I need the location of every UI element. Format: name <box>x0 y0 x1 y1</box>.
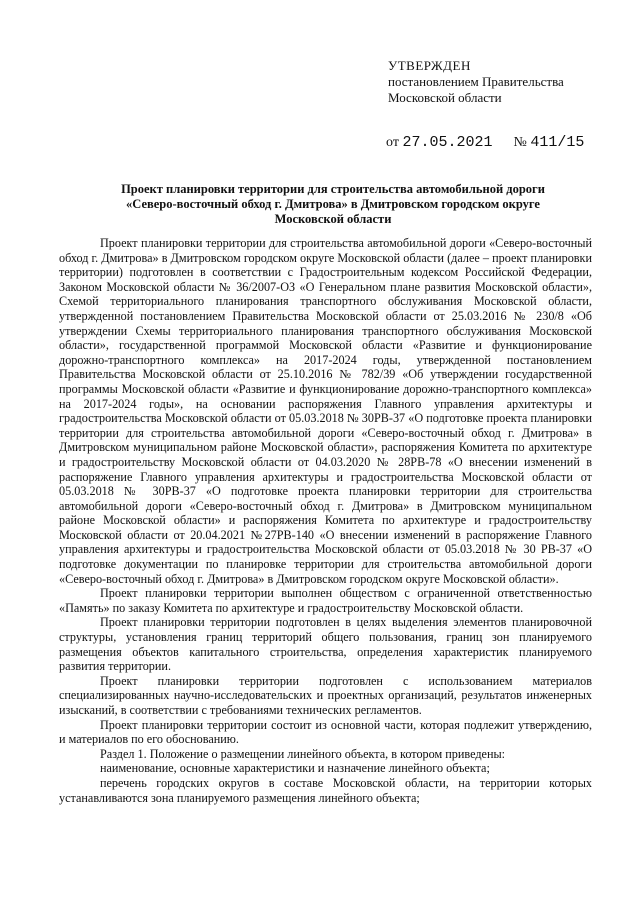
document-body <box>59 236 592 805</box>
document-title-line: Московской области <box>274 212 392 226</box>
paragraph-contractor: Проект планировки территории выполнен обществом с ограниченной ответственностью «Память» по заказу Комитета по архитектуре и градостроительству Московской области. <box>59 586 592 615</box>
paragraph-legal-basis: Проект планировки территории для строительства автомобильной дороги «Северо-восточный обход г. Дмитрова» в Дмитровском городском округе Московской области (далее – проект планировки территории) подготовлен в соответствии с Градостроительным кодексом Российской Федерации, Законом Московской области № 36/2007-ОЗ «О Генеральном плане развития Московской области», Схемой территориального планирования транспортного обслуживания Московской области, утвержденной постановлением Правительства Московской области от 25.03.2016 № 230/8 «Об утверждении Схемы территориального планирования транспортного обслуживания Московской области», государственной программой Московской области «Развитие и функционирование дорожно-транспортного комплекса» на 2017-2024 годы, утвержденной постановлением Правительства Московской области от 25.10.2016 № 782/39 «Об утверждении государственной программы Московской области «Развитие и функционирование дорожно-транспортного комплекса» на 2017-2024 годы», на основании распоряжения Главного управления архитектуры и градостроительства Московской области от 05.03.2018 № 30РВ-37 «О подготовке проекта планировки территории для строительства автомобильной дороги «Северо-восточный обход г. Дмитрова» в Дмитровском муниципальном районе Московской области», распоряжения Комитета по архитектуре и градостроительству Московской области от 04.03.2020 № 28РВ-78 «О внесении изменений в распоряжение Главного управления архитектуры и градостроительства Московской области от 05.03.2018 № 30РВ-37 «О подготовке проекта планировки территории для строительства автомобильной дороги «Северо-восточный обход г. Дмитрова» в Дмитровском муниципальном районе Московской области» и распоряжения Комитета по архитектуре и градостроительству Московской области от 20.04.2021 №27РВ-140 «О внесении изменений в распоряжение Главного управления архитектуры и градостроительства Московской области от 05.03.2018 № 30 РВ-37 «О подготовке документации по планировке территории для строительства автомобильной дороги «Северо-восточный обход г. Дмитрова» в Дмитровском городском округе Московской области». <box>59 236 592 586</box>
document-title-line: Проект планировки территории для строительства автомобильной дороги <box>121 182 545 196</box>
decree-number: 411/15 <box>530 134 585 151</box>
decree-reference <box>386 134 584 152</box>
paragraph-list-item: наименование, основные характеристики и назначение линейного объекта; <box>100 761 490 776</box>
approval-authority-line-1: постановлением Правительства <box>388 74 564 89</box>
paragraph-list-item: перечень городских округов в составе Московской области, на территории которых устанавливаются зона планируемого размещения линейного объекта; <box>59 775 592 805</box>
paragraph-section-1: Раздел 1. Положение о размещении линейного объекта, в котором приведены: <box>100 746 506 761</box>
paragraph-materials: Проект планировки территории подготовлен с использованием материалов специализированных научно-исследовательских и проектных организаций, результатов инженерных изысканий, в соответствии с требованиями технических регламентов. <box>59 673 592 717</box>
paragraph-structure: Проект планировки территории состоит из основной части, которая подлежит утверждению, и материалов по его обоснованию. <box>59 717 592 747</box>
approval-stamp <box>388 58 564 106</box>
approval-authority-line-2: Московской области <box>388 90 502 105</box>
decree-date-prefix: от <box>386 135 399 150</box>
document-title <box>100 182 566 227</box>
paragraph-purpose: Проект планировки территории подготовлен в целях выделения элементов планировочной структуры, установления границ территорий общего пользования, границ зон планируемого размещения объектов капитального строительства, определения характеристик планируемого развития территории. <box>59 615 592 674</box>
decree-number-sign: № <box>513 135 527 150</box>
decree-date: 27.05.2021 <box>402 134 493 151</box>
document-title-line: «Северо-восточный обход г. Дмитрова» в Дмитровском городском округе <box>126 197 540 211</box>
approval-title: УТВЕРЖДЕН <box>388 58 471 73</box>
